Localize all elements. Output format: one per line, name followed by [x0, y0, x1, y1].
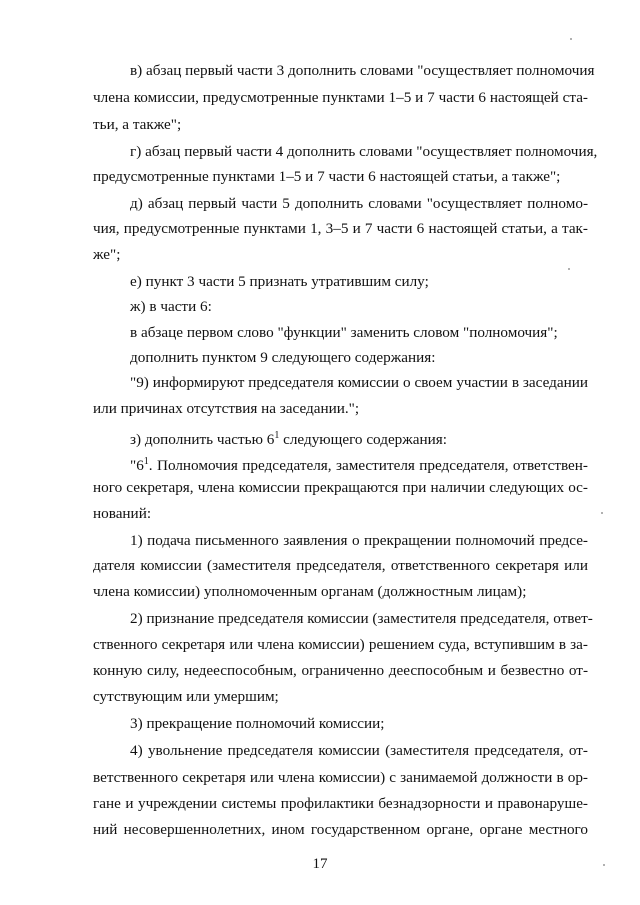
text-line: е) пункт 3 части 5 признать утратившим силу; [130, 273, 429, 290]
text-line: ветственного секретаря или члена комиссии) с занимаемой должности в ор- [93, 769, 588, 786]
text-line: же"; [93, 246, 121, 263]
text-segment: "6 [130, 457, 144, 475]
text-line: гане и учреждении системы профилактики безнадзорности и правонаруше- [93, 795, 588, 812]
text-segment: следующего содержания: [279, 431, 447, 449]
text-line [130, 427, 588, 449]
superscript: 1 [143, 456, 149, 467]
text-line: 2) признание председателя комиссии (заместителя председателя, ответ- [130, 610, 593, 627]
text-line: дателя комиссии (заместителя председателя, ответственного секретаря или [93, 557, 588, 574]
text-line: "9) информируют председателя комиссии о своем участии в заседании [130, 374, 588, 391]
text-line: члена комиссии) уполномоченным органам (должностным лицам); [93, 583, 527, 600]
text-line: чия, предусмотренные пунктами 1, 3–5 и 7 части 6 настоящей статьи, а так- [93, 220, 588, 237]
text-line: дополнить пунктом 9 следующего содержания: [130, 349, 436, 366]
text-line: конную силу, недееспособным, ограниченно дееспособным и безвестно от- [93, 662, 588, 679]
text-line: 1) подача письменного заявления о прекращении полномочий предсе- [130, 532, 588, 549]
text-line: в) абзац первый части 3 дополнить словами "осуществляет полномочия [130, 62, 595, 79]
text-line: д) абзац первый части 5 дополнить словами "осуществляет полномо- [130, 195, 588, 212]
scan-speck [570, 38, 572, 40]
text-line: сутствующим или умершим; [93, 688, 279, 705]
text-line: нований: [93, 505, 152, 522]
scan-speck [568, 268, 570, 270]
text-line: 4) увольнение председателя комиссии (заместителя председателя, от- [130, 742, 588, 759]
text-line: или причинах отсутствия на заседании."; [93, 400, 360, 417]
text-line: члена комиссии, предусмотренные пунктами 1–5 и 7 части 6 настоящей ста- [93, 89, 588, 106]
text-line: ний несовершеннолетних, ином государственном органе, органе местного [93, 821, 588, 838]
text-segment: з) дополнить частью 6 [130, 431, 275, 449]
text-line: 3) прекращение полномочий комиссии; [130, 715, 385, 732]
text-line: в абзаце первом слово "функции" заменить словом "полномочия"; [130, 324, 558, 341]
text-line: предусмотренные пунктами 1–5 и 7 части 6 настоящей статьи, а также"; [93, 168, 561, 185]
superscript: 1 [274, 430, 280, 441]
text-segment: . Полномочия председателя, заместителя председателя, ответствен- [148, 457, 588, 475]
text-line: ственного секретаря или члена комиссии) решением суда, вступившим в за- [93, 636, 588, 653]
scan-speck [603, 864, 605, 866]
text-line [130, 453, 588, 475]
text-line: ж) в части 6: [130, 298, 212, 315]
page-number: 17 [312, 856, 328, 872]
text-line: г) абзац первый части 4 дополнить словами "осуществляет полномочия, [130, 143, 598, 160]
text-line: тьи, а также"; [93, 116, 182, 133]
text-line: ного секретаря, члена комиссии прекращаются при наличии следующих ос- [93, 479, 588, 496]
scan-speck [601, 512, 603, 514]
